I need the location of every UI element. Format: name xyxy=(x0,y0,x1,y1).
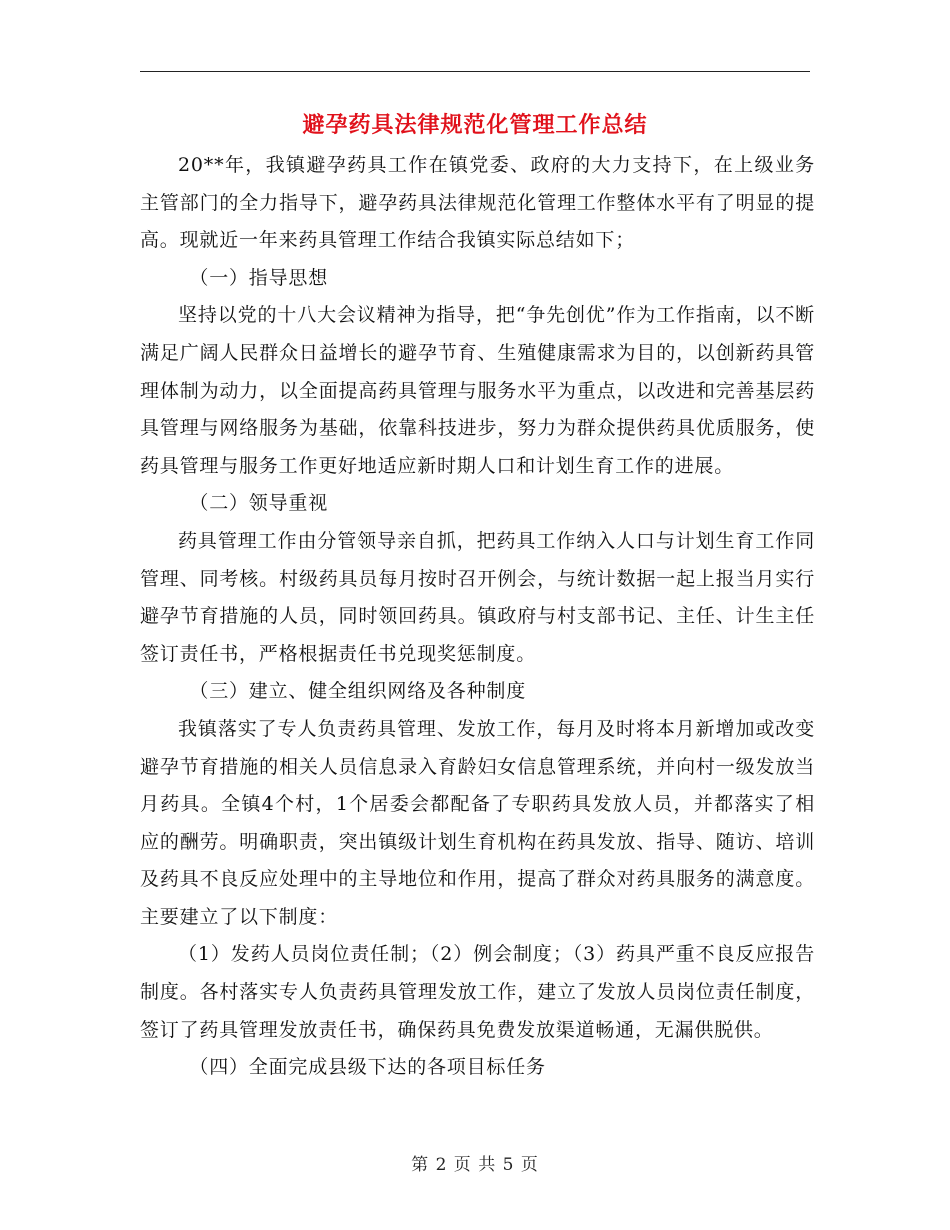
section-heading-organization: （三）建立、健全组织网络及各种制度 xyxy=(189,680,526,703)
document-body xyxy=(140,147,815,1087)
leadership-paragraph: 药具管理工作由分管领导亲自抓，把药具工作纳入人口与计划生育工作同管理、同考核。村级药具员每月按时召开例会，与统计数据一起上报当月实行避孕节育措施的人员，同时领回药具。镇政府与村支部书记、主任、计生主任签订责任书，严格根据责任书兑现奖惩制度。 xyxy=(140,529,815,665)
guiding-ideology-paragraph: 坚持以党的十八大会议精神为指导，把“争先创优”作为工作指南，以不断满足广阔人民群众日益增长的避孕节育、生殖健康需求为目的，以创新药具管理体制为动力，以全面提高药具管理与服务水平为重点，以改进和完善基层药具管理与网络服务为基础，依靠科技进步，努力为群众提供药具优质服务，使药具管理与服务工作更好地适应新时期人口和计划生育工作的进展。 xyxy=(140,304,815,477)
systems-paragraph: （1）发药人员岗位责任制；（2）例会制度；（3）药具严重不良反应报告制度。各村落实专人负责药具管理发放工作，建立了发放人员岗位责任制度，签订了药具管理发放责任书，确保药具免费发放渠道畅通，无漏供脱供。 xyxy=(140,943,815,1041)
organization-paragraph: 我镇落实了专人负责药具管理、发放工作，每月及时将本月新增加或改变避孕节育措施的相关人员信息录入育龄妇女信息管理系统，并向村一级发放当月药具。全镇4个村，1个居委会都配备了专职药具发放人员，并都落实了相应的酬劳。明确职责，突出镇级计划生育机构在药具发放、指导、随访、培训及药具不良反应处理中的主导地位和作用，提高了群众对药具服务的满意度。主要建立了以下制度： xyxy=(140,717,815,928)
header-rule xyxy=(140,71,810,72)
page-number: 第 2 页 共 5 页 xyxy=(411,1155,539,1175)
section-heading-guiding-ideology: （一）指导思想 xyxy=(189,266,328,289)
document-title: 避孕药具法律规范化管理工作总结 xyxy=(302,113,648,138)
section-heading-leadership: （二）领导重视 xyxy=(189,492,328,515)
intro-paragraph: 20**年，我镇避孕药具工作在镇党委、政府的大力支持下，在上级业务主管部门的全力指导下，避孕药具法律规范化管理工作整体水平有了明显的提高。现就近一年来药具管理工作结合我镇实际总结如下； xyxy=(140,154,815,252)
section-heading-targets: （四）全面完成县级下达的各项目标任务 xyxy=(189,1056,546,1079)
